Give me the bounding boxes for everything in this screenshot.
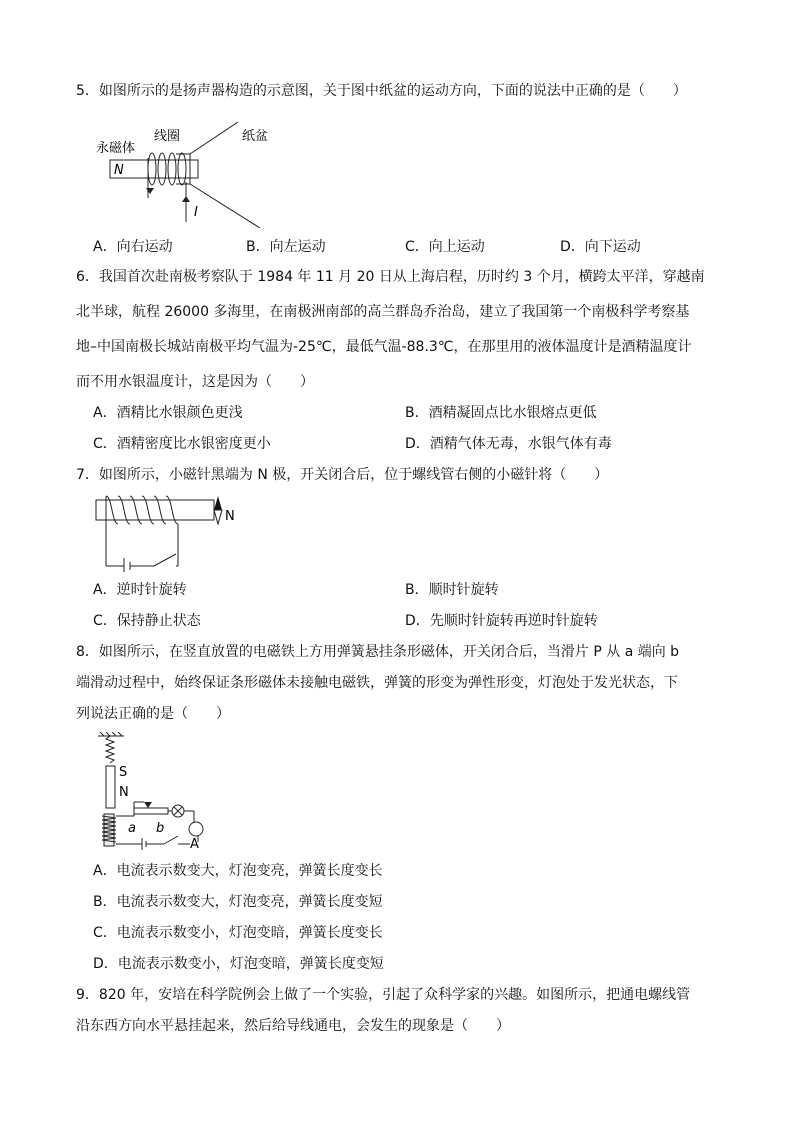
q5-current-arrow-up xyxy=(182,196,190,202)
q7-stem: 7．如图所示，小磁针黑端为 N 极，开关闭合后，位于螺线管右侧的小磁针将（ ） xyxy=(76,467,609,483)
q7-coil xyxy=(106,496,178,572)
q5-option-d[interactable]: D．向下运动 xyxy=(560,239,641,255)
q8-ammeter-label: A xyxy=(190,837,199,850)
q7-option-b[interactable]: B．顺时针旋转 xyxy=(405,582,499,598)
q7-option-d[interactable]: D．先顺时针旋转再逆时针旋转 xyxy=(405,613,598,629)
q7-compass-needle xyxy=(214,496,222,524)
q8-lamp xyxy=(172,805,184,817)
q5-current-arrow-down xyxy=(146,188,154,194)
q6-stem-line-4: 而不用水银温度计，这是因为（ ） xyxy=(76,374,314,390)
q8-option-a[interactable]: A．电流表示数变大，灯泡变亮，弹簧长度变长 xyxy=(93,863,383,879)
q7-option-c[interactable]: C．保持静止状态 xyxy=(93,613,201,629)
q5-magnet-label: 永磁体 xyxy=(96,141,136,156)
q8-n-label: N xyxy=(119,785,129,800)
q8-ceiling xyxy=(98,732,124,736)
q6-option-b[interactable]: B．酒精凝固点比水银熔点更低 xyxy=(405,405,597,421)
q8-bar-magnet xyxy=(106,766,115,808)
q6-stem-line-1: 6．我国首次赴南极考察队于 1984 年 11 月 20 日从上海启程，历时约 3 个月，横跨太平洋，穿越南 xyxy=(76,269,705,285)
q8-ammeter xyxy=(189,822,203,836)
q8-option-c[interactable]: C．电流表示数变小，灯泡变暗，弹簧长度变长 xyxy=(93,925,383,941)
q8-s-label: S xyxy=(119,765,128,780)
q6-option-c[interactable]: C．酒精密度比水银密度更小 xyxy=(93,436,271,452)
q5-cone-label: 纸盆 xyxy=(242,129,269,144)
q8-slider-p xyxy=(144,802,152,808)
q5-option-b[interactable]: B．向左运动 xyxy=(246,239,326,255)
q5-option-a[interactable]: A．向右运动 xyxy=(93,239,173,255)
q8-stem-line-3: 列说法正确的是（ ） xyxy=(76,706,230,722)
q5-stem: 5．如图所示的是扬声器构造的示意图，关于图中纸盆的运动方向，下面的说法中正确的是（ ） xyxy=(76,83,687,99)
q8-option-b[interactable]: B．电流表示数变大，灯泡变亮，弹簧长度变短 xyxy=(93,894,383,910)
q5-current-label: I xyxy=(194,205,198,220)
q8-b-label: b xyxy=(156,821,165,836)
q8-stem-line-1: 8．如图所示，在竖直放置的电磁铁上方用弹簧悬挂条形磁体，开关闭合后，当滑片 P 从 a 端向 b xyxy=(76,644,680,660)
q6-stem-line-3: 地–中国南极长城站南极平均气温为-25℃，最低气温-88.3℃，在那里用的液体温度计是酒精温度计 xyxy=(76,339,692,355)
q7-needle-pole-label: N xyxy=(225,509,235,524)
q9-stem-line-1: 9．820 年，安培在科学院例会上做了一个实验，引起了众科学家的兴趣。如图所示，把通电螺线管 xyxy=(76,987,691,1003)
q6-option-a[interactable]: A．酒精比水银颜色更浅 xyxy=(93,405,243,421)
q8-option-d[interactable]: D．电流表示数变小，灯泡变暗，弹簧长度变短 xyxy=(93,956,384,972)
q5-option-c[interactable]: C．向上运动 xyxy=(405,239,485,255)
q7-solenoid-figure xyxy=(94,492,254,572)
q7-option-a[interactable]: A．逆时针旋转 xyxy=(93,582,187,598)
q9-stem-line-2: 沿东西方向水平悬挂起来，然后给导线通电，会发生的现象是（ ） xyxy=(76,1018,510,1034)
q8-stem-line-2: 端滑动过程中，始终保证条形磁体未接触电磁铁，弹簧的形变为弹性形变，灯泡处于发光状态，下 xyxy=(76,675,678,691)
q5-coil xyxy=(148,153,186,222)
q8-a-label: a xyxy=(128,821,136,836)
q5-speaker-figure xyxy=(90,118,300,228)
q8-electromagnet-figure xyxy=(94,732,214,850)
q6-option-d[interactable]: D．酒精气体无毒，水银气体有毒 xyxy=(405,436,612,452)
q5-coil-label: 线圈 xyxy=(154,129,181,144)
q5-pole-label: N xyxy=(114,163,124,178)
q8-spring xyxy=(106,736,114,763)
q6-stem-line-2: 北半球，航程 26000 多海里，在南极洲南部的高兰群岛乔治岛，建立了我国第一个南极科学考察基 xyxy=(76,304,690,320)
